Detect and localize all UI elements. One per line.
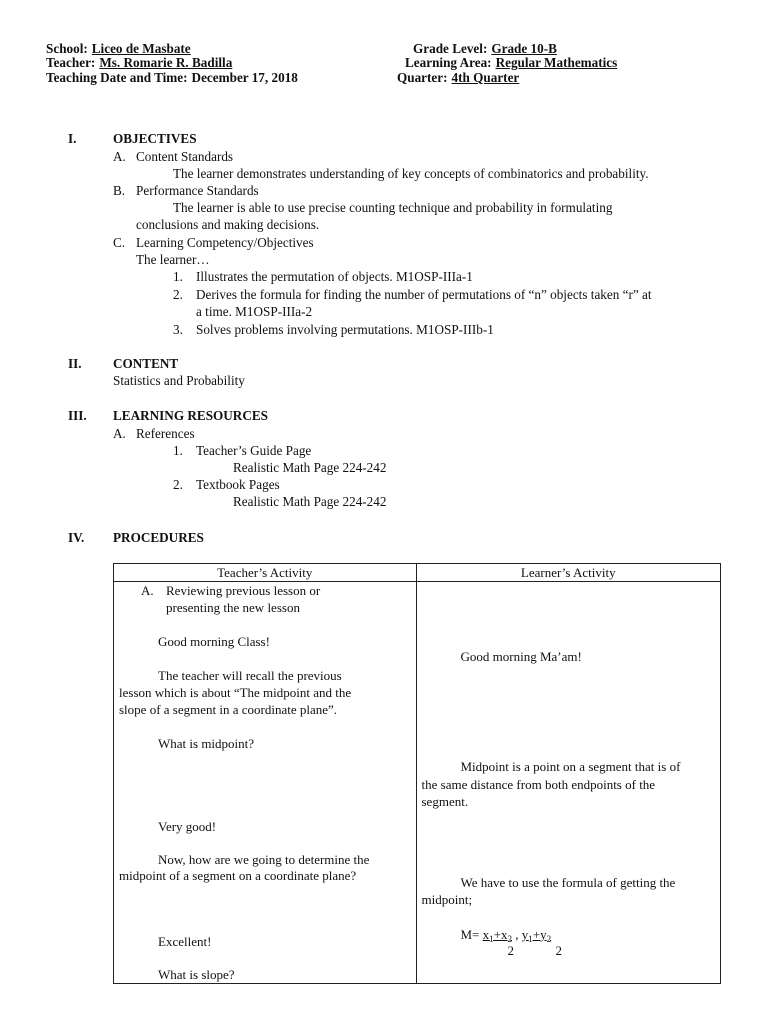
grade-label: Grade Level: [413,41,488,56]
resource-1-title: Teacher’s Guide Page [196,443,312,458]
content-standards-label: A. [113,149,126,164]
procedures-title: PROCEDURES [113,530,204,545]
teacher-value: Ms. Romarie R. Badilla [99,55,233,70]
performance-standards-text-1: The learner is able to use precise counting technique and probability in formulating [173,200,613,215]
grade-value: Grade 10-B [491,41,557,56]
formula-comma: , [515,927,519,942]
formula-y-numerator [522,927,551,942]
teacher-very-good: Very good! [158,819,217,834]
learner-mid-3: segment. [421,794,469,809]
competency-title: Learning Competency/Objectives [136,235,314,250]
school-value: Liceo de Masbate [91,41,191,56]
formula-x-denominator: 2 [507,943,514,958]
performance-standards-title: Performance Standards [136,183,259,198]
formula-y-denominator: 2 [555,943,562,958]
objective-1-num: 1. [173,269,183,284]
x2-sub: 2 [507,934,512,944]
teacher-q-how-1: Now, how are we going to determine the [158,852,370,867]
performance-standards-label: B. [113,183,126,198]
performance-standards-text-2: conclusions and making decisions. [136,217,320,232]
resource-2-title: Textbook Pages [196,477,280,492]
learner-mid-2: the same distance from both endpoints of the [421,777,656,792]
procedures-num: IV. [68,530,85,545]
midpoint-formula [461,926,552,943]
objective-2-num: 2. [173,287,183,302]
objectives-title: OBJECTIVES [113,131,197,146]
y2-sub: 2 [546,934,552,944]
x2: x [500,927,508,942]
learner-mid-1: Midpoint is a point on a segment that is of [460,759,681,774]
learner-formula-2: midpoint; [421,892,473,907]
resource-1-num: 1. [173,443,183,458]
plus-2: + [532,927,541,942]
teacher-recall-3: slope of a segment in a coordinate plane”. [119,702,338,717]
x1-sub: 1 [489,934,494,944]
content-num: II. [68,356,82,371]
teacher-activity-cell [114,582,417,984]
x1: x [482,927,490,942]
col-teacher-header: Teacher’s Activity [114,564,417,582]
references-title: References [136,426,195,441]
resources-num: III. [68,408,87,423]
resource-1-detail: Realistic Math Page 224-242 [233,460,387,475]
area-label: Learning Area: [405,55,492,70]
objective-3-num: 3. [173,322,183,337]
learner-activity-cell [416,582,721,984]
y1-sub: 1 [528,934,533,944]
resources-title: LEARNING RESOURCES [113,408,268,423]
teacher-recall-1: The teacher will recall the previous [158,668,342,683]
quarter-value: 4th Quarter [451,70,520,85]
plus-1: + [493,927,501,942]
objective-2-text-cont: a time. M1OSP-IIIa-2 [196,304,313,319]
teacher-q-how-2: midpoint of a segment on a coordinate plane? [119,868,357,883]
teacher-a-title-1: Reviewing previous lesson or [166,583,321,598]
quarter-row [397,69,519,86]
teacher-greet: Good morning Class! [158,634,270,649]
y1: y [521,927,529,942]
teacher-label: Teacher: [46,55,96,70]
formula-prefix: M= [460,927,480,942]
content-text: Statistics and Probability [113,373,245,388]
competency-intro: The learner… [136,252,210,267]
objective-3-text: Solves problems involving permutations. M1OSP-IIIb-1 [196,322,494,337]
teacher-a-label: A. [141,583,154,598]
formula-x-numerator [483,927,512,942]
datetime-label: Teaching Date and Time: [46,70,188,85]
datetime-value: December 17, 2018 [191,70,298,85]
school-label: School: [46,41,88,56]
quarter-label: Quarter: [397,70,448,85]
y2: y [540,927,547,942]
learner-greet: Good morning Ma’am! [460,649,582,664]
teacher-a-title-2: presenting the new lesson [166,600,300,615]
teacher-q-midpoint: What is midpoint? [158,736,255,751]
learner-formula-1: We have to use the formula of getting the [460,875,676,890]
teacher-excellent: Excellent! [158,934,212,949]
teacher-recall-2: lesson which is about “The midpoint and the [119,685,352,700]
references-label: A. [113,426,126,441]
datetime-row [46,69,298,86]
objectives-num: I. [68,131,77,146]
competency-label: C. [113,235,126,250]
resource-2-detail: Realistic Math Page 224-242 [233,494,387,509]
resource-2-num: 2. [173,477,183,492]
teacher-q-slope: What is slope? [158,967,235,982]
area-value: Regular Mathematics [495,55,618,70]
objective-2-text: Derives the formula for finding the number of permutations of “n” objects taken “r” at [196,287,652,302]
content-title: CONTENT [113,356,179,371]
content-standards-text: The learner demonstrates understanding of key concepts of combinatorics and probability. [173,166,649,181]
col-learner-header: Learner’s Activity [416,564,721,582]
content-standards-title: Content Standards [136,149,234,164]
objective-1-text: Illustrates the permutation of objects. M1OSP-IIIa-1 [196,269,473,284]
procedures-table [113,563,721,984]
